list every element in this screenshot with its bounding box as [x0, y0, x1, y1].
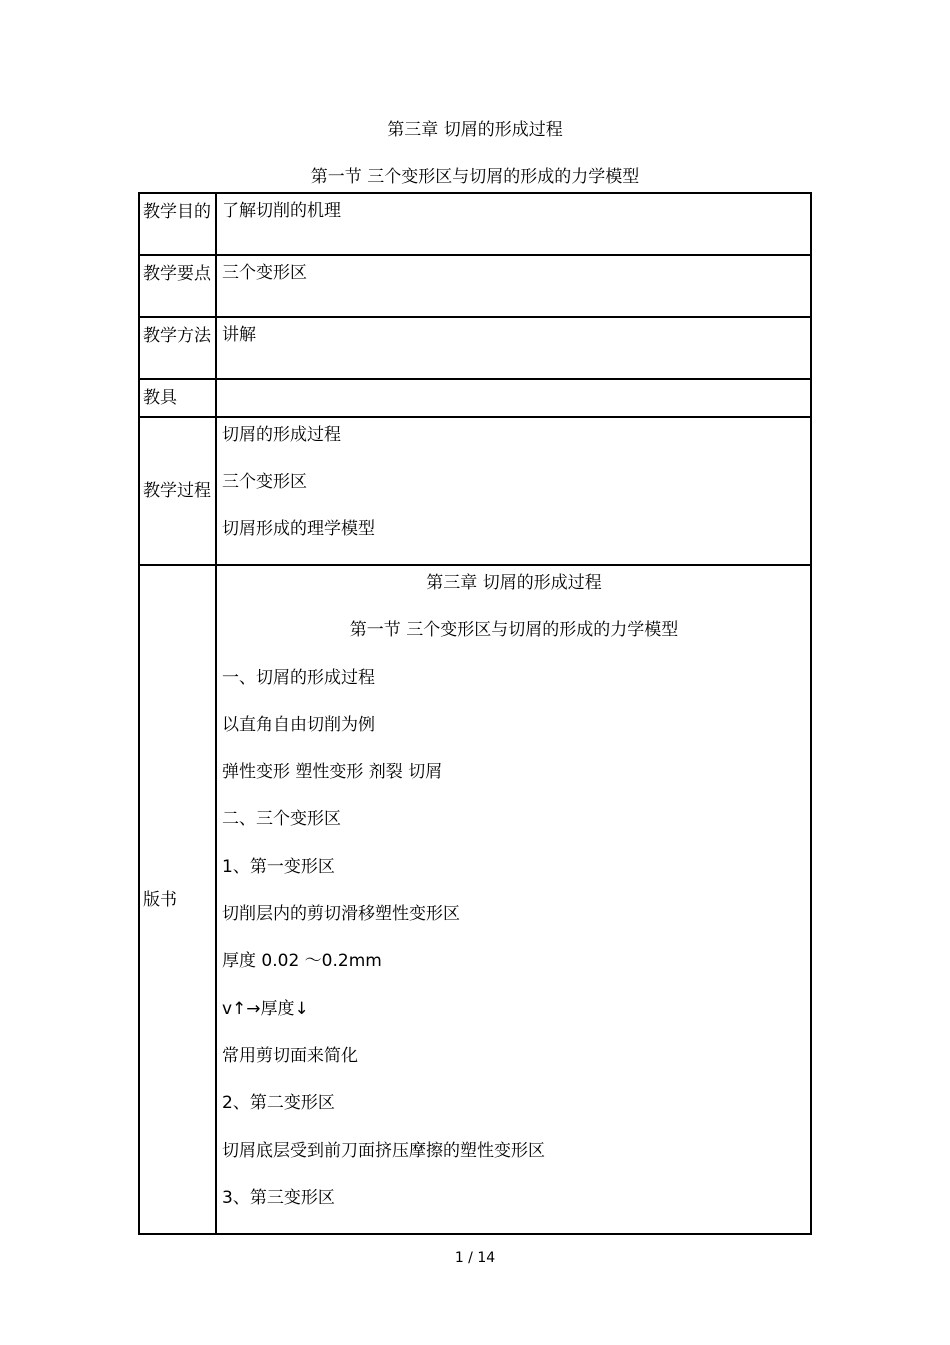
table-row-method [139, 317, 811, 379]
process-item: 切屑形成的理学模型 [222, 519, 375, 539]
row-label: 教学要点 [139, 255, 216, 317]
board-line: 切屑底层受到前刀面挤压摩擦的塑性变形区 [222, 1140, 545, 1161]
table-row-teaching-aids [139, 379, 811, 417]
row-label: 教学目的 [139, 193, 216, 255]
board-line: v↑→厚度↓ [222, 998, 309, 1019]
table-row-objective [139, 193, 811, 255]
board-line: 切削层内的剪切滑移塑性变形区 [222, 904, 460, 925]
board-subheading: 第一节 三个变形区与切屑的形成的力学模型 [349, 620, 679, 641]
row-content: 三个变形区 [216, 255, 811, 317]
lesson-plan-table [138, 192, 812, 1235]
board-line: 2、第二变形区 [222, 1093, 335, 1114]
process-list [216, 417, 811, 565]
row-label: 版书 [139, 565, 216, 1234]
board-heading: 第三章 切屑的形成过程 [426, 573, 602, 593]
table-row-board [139, 565, 811, 1234]
row-content [216, 379, 811, 417]
board-line: 常用剪切面来简化 [222, 1045, 358, 1066]
board-line: 3、第三变形区 [222, 1187, 335, 1208]
row-content: 讲解 [216, 317, 811, 379]
board-line: 1、第一变形区 [222, 856, 335, 877]
table-row-process [139, 417, 811, 565]
board-line: 以直角自由切削为例 [222, 714, 375, 735]
row-content: 了解切削的机理 [216, 193, 811, 255]
table-row-key-points [139, 255, 811, 317]
process-item: 切屑的形成过程 [222, 425, 341, 445]
row-label: 教学方法 [139, 317, 216, 379]
board-content [216, 565, 811, 1234]
page-number: 1 / 14 [454, 1250, 496, 1266]
chapter-title: 第三章 切屑的形成过程 [387, 120, 563, 140]
board-line: 厚度 0.02 ～0.2mm [222, 951, 382, 972]
board-line: 弹性变形 塑性变形 剂裂 切屑 [222, 762, 443, 783]
row-label: 教具 [139, 379, 216, 417]
row-label: 教学过程 [139, 417, 216, 565]
section-title: 第一节 三个变形区与切屑的形成的力学模型 [310, 167, 640, 187]
board-line: 一、切屑的形成过程 [222, 667, 375, 688]
board-line: 二、三个变形区 [222, 809, 341, 830]
process-item: 三个变形区 [222, 472, 307, 492]
